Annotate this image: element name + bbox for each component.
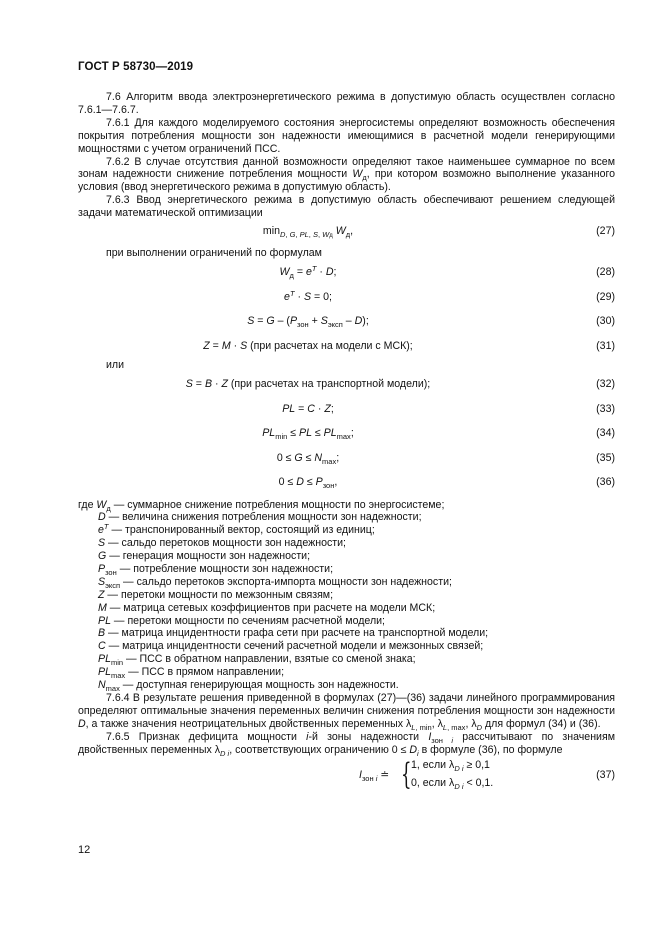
paragraph-7-6: 7.6 Алгоритм ввода электроэнергетического режима в допустимую область осуществлен согласно 7.6.1—7.6.7.	[78, 91, 615, 116]
page-number: 12	[78, 844, 91, 856]
conditions-label: при выполнении ограничений по формулам	[106, 247, 322, 260]
equation-35: $0 \le G \le N_{max}$; (35)	[276, 451, 615, 466]
definition-item: D — величина снижения потребления мощности зон надежности;	[98, 511, 422, 524]
equation-37: $I_{зон i}$ ≐ { 1, если $\lambda_{D i} \ge 0,1$ 0, если $\lambda_{D i} < 0,1$. (37)	[359, 757, 615, 793]
paragraph-7-6-1: 7.6.1 Для каждого моделируемого состояния энергосистемы определяют возможность обеспечения покрытия потребления мощности зон надежности имеющимися в расчетной модели генерирующими мощностями с учетом ограничений ПСС.	[78, 116, 615, 155]
definition-item: $S_{эксп}$ — сальдо перетоков экспорта-импорта мощности зон надежности;	[98, 575, 452, 590]
definition-item: $PL_{min}$ — ПСС в обратном направлении, взятые со сменой знака;	[98, 653, 416, 668]
equation-32: S = B · Z (при расчетах на транспортной модели); (32)	[185, 378, 615, 391]
definition-item: $PL_{max}$ — ПСС в прямом направлении;	[98, 666, 285, 681]
equation-31: Z = M · S (при расчетах на модели с МСК); (31)	[203, 339, 615, 352]
page-body	[78, 91, 615, 794]
definition-item: S — сальдо перетоков мощности зон надежности;	[98, 537, 346, 550]
or-label: или	[106, 359, 125, 372]
definition-item: $P_{зон}$ — потребление мощности зон надежности;	[98, 563, 334, 578]
equation-30: $S = G - (P_{зон} + S_{эксп} - D)$; (30)	[247, 315, 615, 330]
equation-34: $PL_{min}$ ≤ PL ≤ $PL_{max}$; (34)	[262, 427, 615, 442]
equation-27: $\min_{D, G, PL, S, Wд} W_д$, (27)	[262, 225, 615, 240]
definition-item: M — матрица сетевых коэффициентов при расчете на модели МСК;	[98, 601, 436, 614]
definition-item: $e^T$ — транспонированный вектор, состоящий из единиц;	[98, 522, 375, 537]
brace: {	[401, 757, 412, 793]
definitions-list	[78, 499, 615, 692]
definition-item: PL — перетоки мощности по сечениям расчетной модели;	[98, 614, 386, 627]
paragraph-7-6-4: 7.6.4 В результате решения приведенной в формулах (27)—(36) задачи линейного программирования определяют оптимальные значения переменных величин снижения потребления мощности зон надежности D, а также значения неотрицательных двойственных переменных $\lambda_{L, min}$, $\lambda_{L, max}$, $\lambda_D$ для формул (34) и (36).	[78, 691, 615, 732]
definition-item: G — генерация мощности зон надежности;	[98, 550, 311, 563]
document-header: ГОСТ Р 58730—2019	[78, 61, 194, 73]
equation-28: $W_д = e^T \cdot D$; (28)	[279, 264, 615, 281]
equation-33: PL = C · Z; (33)	[282, 402, 615, 415]
definition-item: C — матрица инцидентности сечений расчетной модели и межзонных связей;	[98, 640, 484, 653]
paragraph-7-6-2: 7.6.2 В случае отсутствия данной возможности определяют такое наименьшее суммарное по всем зонам надежности снижение потребления мощности $W_д$, при котором возможно выполнение указанного условия (ввод энергетического режима в допустимую область).	[78, 155, 616, 194]
equation-36: $0 \le D \le P_{зон}$, (36)	[278, 476, 615, 491]
definition-item: B — матрица инцидентности графа сети при расчете на транспортной модели;	[98, 627, 489, 640]
definition-item: Z — перетоки мощности по межзонным связям;	[98, 588, 334, 601]
paragraph-7-6-3: 7.6.3 Ввод энергетического режима в допустимую область обеспечивают решением следующей задачи математической оптимизации	[78, 194, 615, 220]
paragraph-7-6-5: 7.6.5 Признак дефицита мощности i-й зоны надежности $I_{зон i}$ рассчитывают по значениям двойственных переменных $\lambda_{D i}$, соответствующих ограничению $0 \le D_i$ в формуле (36), по формуле	[78, 730, 615, 758]
definition-item: где $W_д$ — суммарное снижение потребления мощности по энергосистеме;	[78, 498, 445, 513]
definition-item: $N_{max}$ — доступная генерирующая мощность зон надежности.	[98, 679, 399, 694]
equation-29: $e^T \cdot S = 0$; (29)	[284, 288, 615, 303]
